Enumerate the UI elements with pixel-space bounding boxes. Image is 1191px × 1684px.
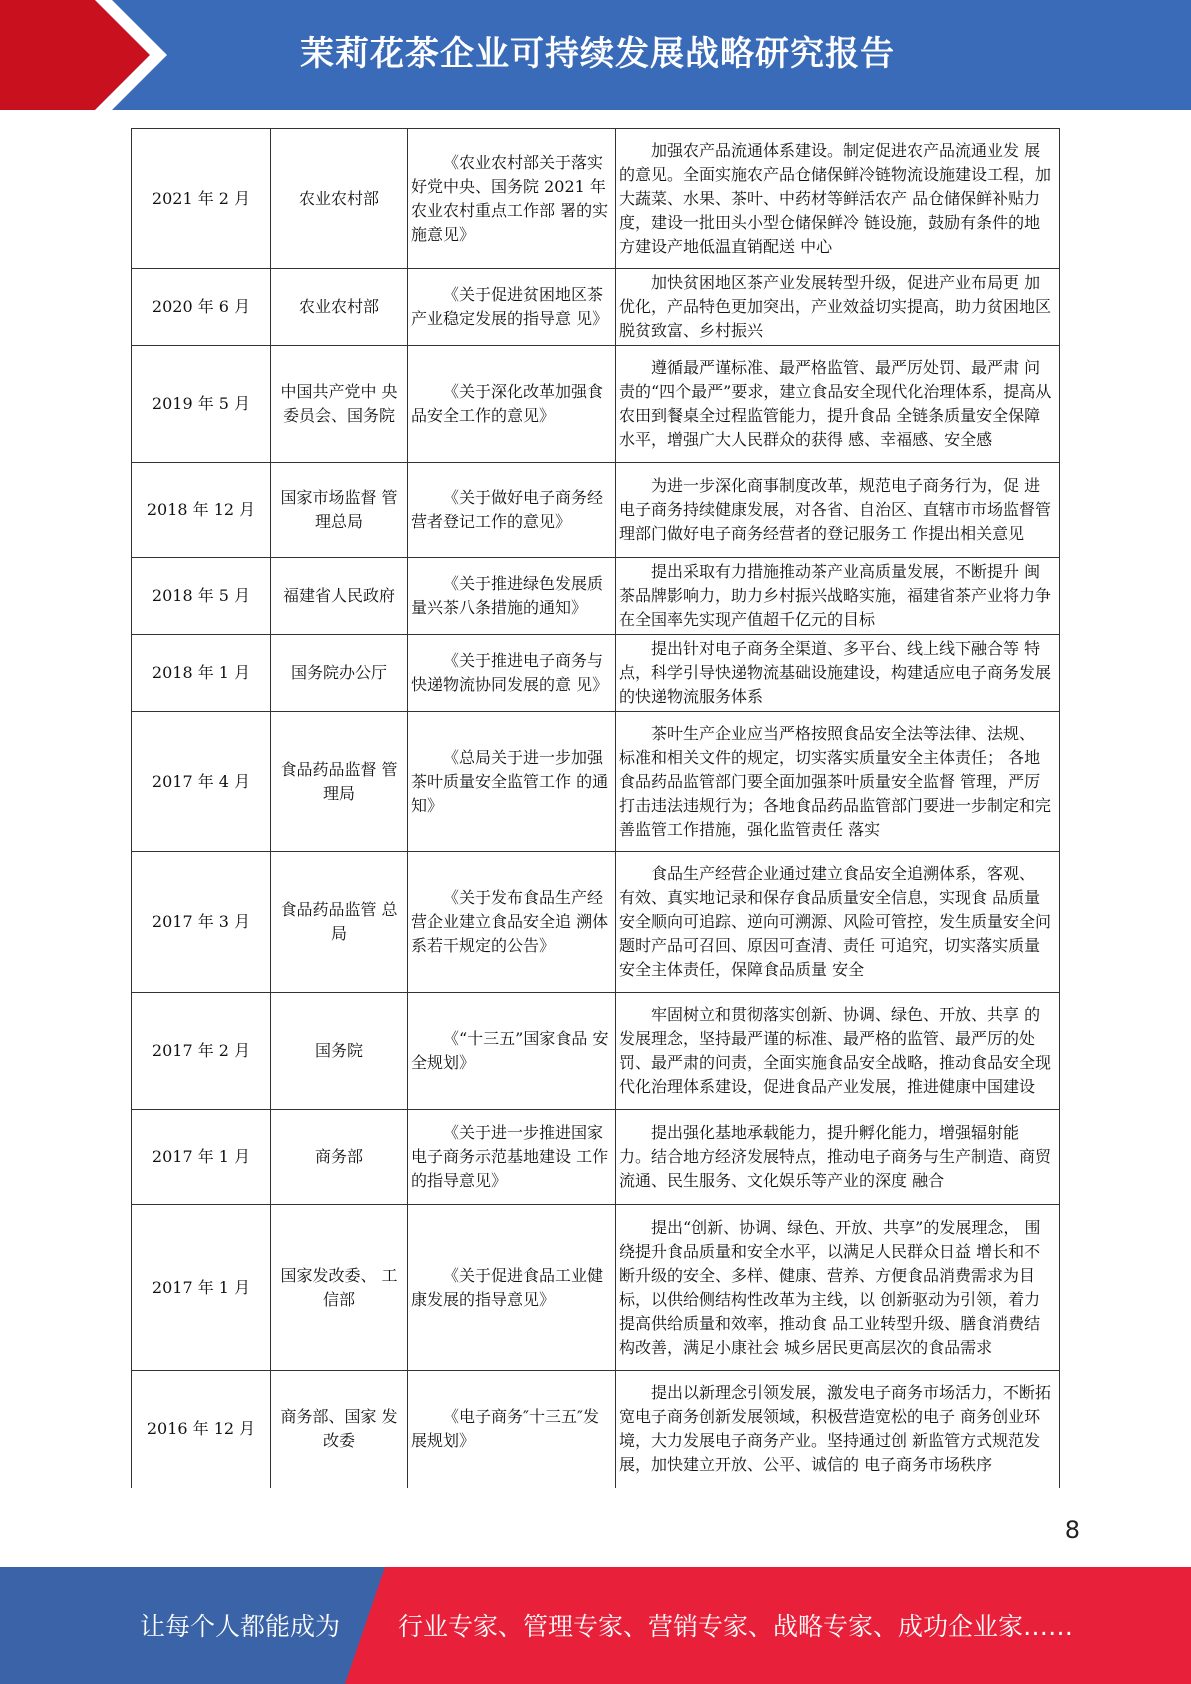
cell-date: 2018 年 5 月 (132, 558, 271, 635)
cell-document: 《关于深化改革加强食 品安全工作的意见》 (408, 346, 616, 463)
table-row (132, 1371, 1060, 1488)
cell-document: 《“十三五”国家食品 安全规划》 (408, 993, 616, 1110)
cell-date: 2018 年 12 月 (132, 463, 271, 558)
cell-description: 提出采取有力措施推动茶产业高质量发展，不断提升 闽茶品牌影响力，助力乡村振兴战略实施，福建省茶产业将力争在全国率先实现产值超千亿元的目标 (616, 558, 1060, 635)
cell-date: 2017 年 1 月 (132, 1110, 271, 1205)
cell-document: 《关于促进食品工业健 康发展的指导意见》 (408, 1205, 616, 1371)
page-number: 8 (1064, 1516, 1080, 1544)
cell-date: 2020 年 6 月 (132, 269, 271, 346)
cell-description: 提出强化基地承载能力，提升孵化能力，增强辐射能 力。结合地方经济发展特点，推动电子商务与生产制造、商贸流通、民生服务、文化娱乐等产业的深度 融合 (616, 1110, 1060, 1205)
policy-table (131, 128, 1060, 1488)
cell-description: 提出“创新、协调、绿色、开放、共享”的发展理念， 围绕提升食品质量和安全水平，以满足人民群众日益 增长和不断升级的安全、多样、健康、营养、方便食品消费需求为目标，以供给侧结构性改革为主线，以 创新驱动为引领，着力提高供给质量和效率，推动食 品工业转型升级、膳食消费结构改善，满足小康社会 城乡居民更高层次的食品需求 (616, 1205, 1060, 1371)
cell-org: 福建省人民政府 (271, 558, 408, 635)
cell-document: 《关于做好电子商务经 营者登记工作的意见》 (408, 463, 616, 558)
cell-document: 《关于进一步推进国家 电子商务示范基地建设 工作的指导意见》 (408, 1110, 616, 1205)
cell-date: 2016 年 12 月 (132, 1371, 271, 1488)
cell-date: 2018 年 1 月 (132, 635, 271, 712)
header-banner (0, 0, 1191, 110)
cell-description: 提出针对电子商务全渠道、多平台、线上线下融合等 特点，科学引导快递物流基础设施建设，构建适应电子商务发展的快递物流服务体系 (616, 635, 1060, 712)
cell-document: 《电子商务″十三五″发展规划》 (408, 1371, 616, 1488)
cell-date: 2017 年 4 月 (132, 712, 271, 852)
cell-description: 食品生产经营企业通过建立食品安全追溯体系，客观、 有效、真实地记录和保存食品质量安全信息，实现食 品质量安全顺向可追踪、逆向可溯源、风险可管控，发生质量安全问题时产品可召回、原因可查清、责任 可追究，切实落实质量安全主体责任，保障食品质量 安全 (616, 852, 1060, 993)
cell-document: 《农业农村部关于落实 好党中央、国务院 2021 年农业农村重点工作部 署的实施意见》 (408, 129, 616, 269)
table-row (132, 712, 1060, 852)
footer-banner (0, 1567, 1191, 1684)
cell-org: 国家市场监督 管理总局 (271, 463, 408, 558)
cell-document: 《关于推进电子商务与 快递物流协同发展的意 见》 (408, 635, 616, 712)
cell-org: 食品药品监督 管理局 (271, 712, 408, 852)
table-row (132, 558, 1060, 635)
cell-date: 2017 年 2 月 (132, 993, 271, 1110)
cell-date: 2017 年 1 月 (132, 1205, 271, 1371)
table-row (132, 993, 1060, 1110)
cell-org: 农业农村部 (271, 129, 408, 269)
cell-org: 食品药品监管 总局 (271, 852, 408, 993)
cell-org: 商务部 (271, 1110, 408, 1205)
cell-document: 《关于推进绿色发展质 量兴茶八条措施的通知》 (408, 558, 616, 635)
footer-slogan-lead: 让每个人都能成为 (140, 1612, 341, 1641)
cell-description: 加强农产品流通体系建设。制定促进农产品流通业发 展的意见。全面实施农产品仓储保鲜冷链物流设施建设工程，加大蔬菜、水果、茶叶、中药材等鲜活农产 品仓储保鲜补贴力度，建设一批田头小型仓储保鲜冷 链设施，鼓励有条件的地方建设产地低温直销配送 中心 (616, 129, 1060, 269)
cell-org: 农业农村部 (271, 269, 408, 346)
cell-date: 2017 年 3 月 (132, 852, 271, 993)
table-row (132, 635, 1060, 712)
cell-org: 国务院办公厅 (271, 635, 408, 712)
table-row (132, 1110, 1060, 1205)
table-row (132, 463, 1060, 558)
cell-description: 遵循最严谨标准、最严格监管、最严厉处罚、最严肃 问责的“四个最严”要求，建立食品安全现代化治理体系，提高从农田到餐桌全过程监管能力，提升食品 全链条质量安全保障水平，增强广大人民群众的获得 感、幸福感、安全感 (616, 346, 1060, 463)
cell-description: 提出以新理念引领发展，激发电子商务市场活力，不断拓宽电子商务创新发展领域，积极营造宽松的电子 商务创业环境，大力发展电子商务产业。坚持通过创 新监管方式规范发展，加快建立开放、公平、诚信的 电子商务市场秩序 (616, 1371, 1060, 1488)
table-row (132, 1205, 1060, 1371)
report-title: 茉莉花茶企业可持续发展战略研究报告 (300, 34, 895, 74)
cell-description: 茶叶生产企业应当严格按照食品安全法等法律、法规、 标准和相关文件的规定，切实落实质量安全主体责任； 各地食品药品监管部门要全面加强茶叶质量安全监督 管理，严厉打击违法违规行为；各地食品药品监管部门要进一步制定和完善监管工作措施，强化监管责任 落实 (616, 712, 1060, 852)
table-row (132, 269, 1060, 346)
cell-date: 2019 年 5 月 (132, 346, 271, 463)
cell-description: 加快贫困地区茶产业发展转型升级，促进产业布局更 加优化，产品特色更加突出，产业效益切实提高，助力贫困地区脱贫致富、乡村振兴 (616, 269, 1060, 346)
cell-date: 2021 年 2 月 (132, 129, 271, 269)
cell-org: 商务部、国家 发改委 (271, 1371, 408, 1488)
cell-org: 中国共产党中 央委员会、国务院 (271, 346, 408, 463)
footer-slogan-roles: 行业专家、管理专家、营销专家、战略专家、成功企业家…… (398, 1612, 1074, 1641)
cell-document: 《总局关于进一步加强 茶叶质量安全监管工作 的通知》 (408, 712, 616, 852)
table-row (132, 852, 1060, 993)
table-row (132, 129, 1060, 269)
cell-description: 为进一步深化商事制度改革，规范电子商务行为，促 进电子商务持续健康发展，对各省、自治区、直辖市市场监督管理部门做好电子商务经营者的登记服务工 作提出相关意见 (616, 463, 1060, 558)
cell-org: 国务院 (271, 993, 408, 1110)
cell-org: 国家发改委、 工信部 (271, 1205, 408, 1371)
cell-document: 《关于发布食品生产经 营企业建立食品安全追 溯体系若干规定的公告》 (408, 852, 616, 993)
table-row (132, 346, 1060, 463)
cell-description: 牢固树立和贯彻落实创新、协调、绿色、开放、共享 的发展理念，坚持最严谨的标准、最严格的监管、最严厉的处罚、最严肃的问责，全面实施食品安全战略，推动食品安全现代化治理体系建设，促进食品产业发展，推进健康中国建设 (616, 993, 1060, 1110)
cell-document: 《关于促进贫困地区茶 产业稳定发展的指导意 见》 (408, 269, 616, 346)
